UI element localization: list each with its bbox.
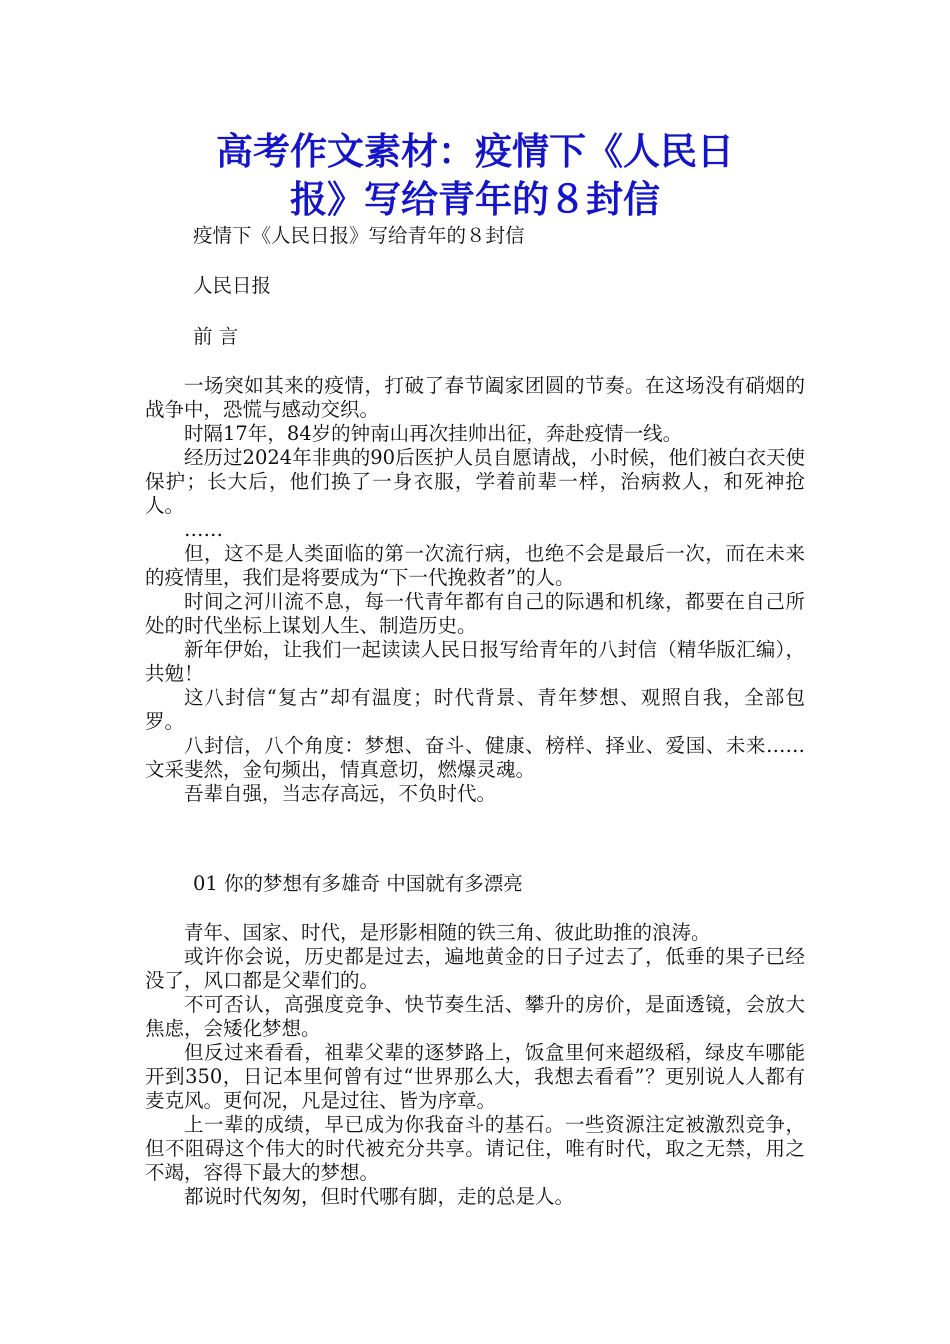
preface-heading: 前 言 — [193, 325, 239, 348]
section-1-heading: 01 你的梦想有多雄奇 中国就有多漂亮 — [193, 872, 523, 895]
title-line-1: 高考作文素材：疫情下《人民日 — [216, 130, 734, 173]
paragraph: 上一辈的成绩，早已成为你我奋斗的基石。一些资源注定被激烈竞争，但不阻碍这个伟大的时代被充分共享。请记住，唯有时代，取之无禁，用之不竭，容得下最大的梦想。 — [145, 1113, 805, 1184]
paragraph: 时隔17年，84岁的钟南山再次挂帅出征，奔赴疫情一线。 — [184, 422, 683, 445]
paragraph: …… — [184, 518, 223, 541]
section-1-body — [145, 921, 805, 1209]
paragraph: 经历过2024年非典的90后医护人员自愿请战，小时候，他们被白衣天使保护；长大后，他们换了一身衣服，学着前辈一样，治病救人，和死神抢人。 — [145, 446, 805, 517]
title-line-2: 报》写给青年的８封信 — [290, 178, 660, 221]
paragraph: 一场突如其来的疫情，打破了春节阖家团圆的节奏。在这场没有硝烟的战争中，恐慌与感动交织。 — [145, 374, 805, 421]
paragraph: 青年、国家、时代，是形影相随的铁三角、彼此助推的浪涛。 — [184, 921, 711, 944]
paragraph: 都说时代匆匆，但时代哪有脚，走的总是人。 — [184, 1185, 575, 1208]
paragraph: 或许你会说，历史都是过去，遍地黄金的日子过去了，低垂的果子已经没了，风口都是父辈们的。 — [145, 945, 805, 992]
document-title — [145, 128, 805, 224]
paragraph: 但，这不是人类面临的第一次流行病，也绝不会是最后一次，而在未来的疫情里，我们是将要成为“下一代挽救者”的人。 — [145, 542, 805, 589]
subtitle: 疫情下《人民日报》写给青年的８封信 — [193, 224, 525, 247]
paragraph: 新年伊始，让我们一起读读人民日报写给青年的八封信（精华版汇编），共勉！ — [145, 638, 805, 685]
paragraph: 不可否认，高强度竞争、快节奏生活、攀升的房价，是面透镜，会放大焦虑，会矮化梦想。 — [145, 993, 805, 1040]
paragraph: 时间之河川流不息，每一代青年都有自己的际遇和机缘，都要在自己所处的时代坐标上谋划人生、制造历史。 — [145, 590, 805, 637]
paragraph: 八封信，八个角度：梦想、奋斗、健康、榜样、择业、爱国、未来……文采斐然，金句频出，情真意切，燃爆灵魂。 — [145, 734, 805, 781]
source-label: 人民日报 — [193, 274, 272, 297]
paragraph: 但反过来看看，祖辈父辈的逐梦路上，饭盒里何来超级稻，绿皮车哪能开到350，日记本里何曾有过“世界那么大，我想去看看”？更别说人人都有麦克风。更何况，凡是过往、皆为序章。 — [145, 1041, 805, 1112]
paragraph: 吾辈自强，当志存高远，不负时代。 — [184, 782, 497, 805]
preface-body — [145, 374, 805, 806]
paragraph: 这八封信“复古”却有温度；时代背景、青年梦想、观照自我，全部包罗。 — [145, 686, 805, 733]
